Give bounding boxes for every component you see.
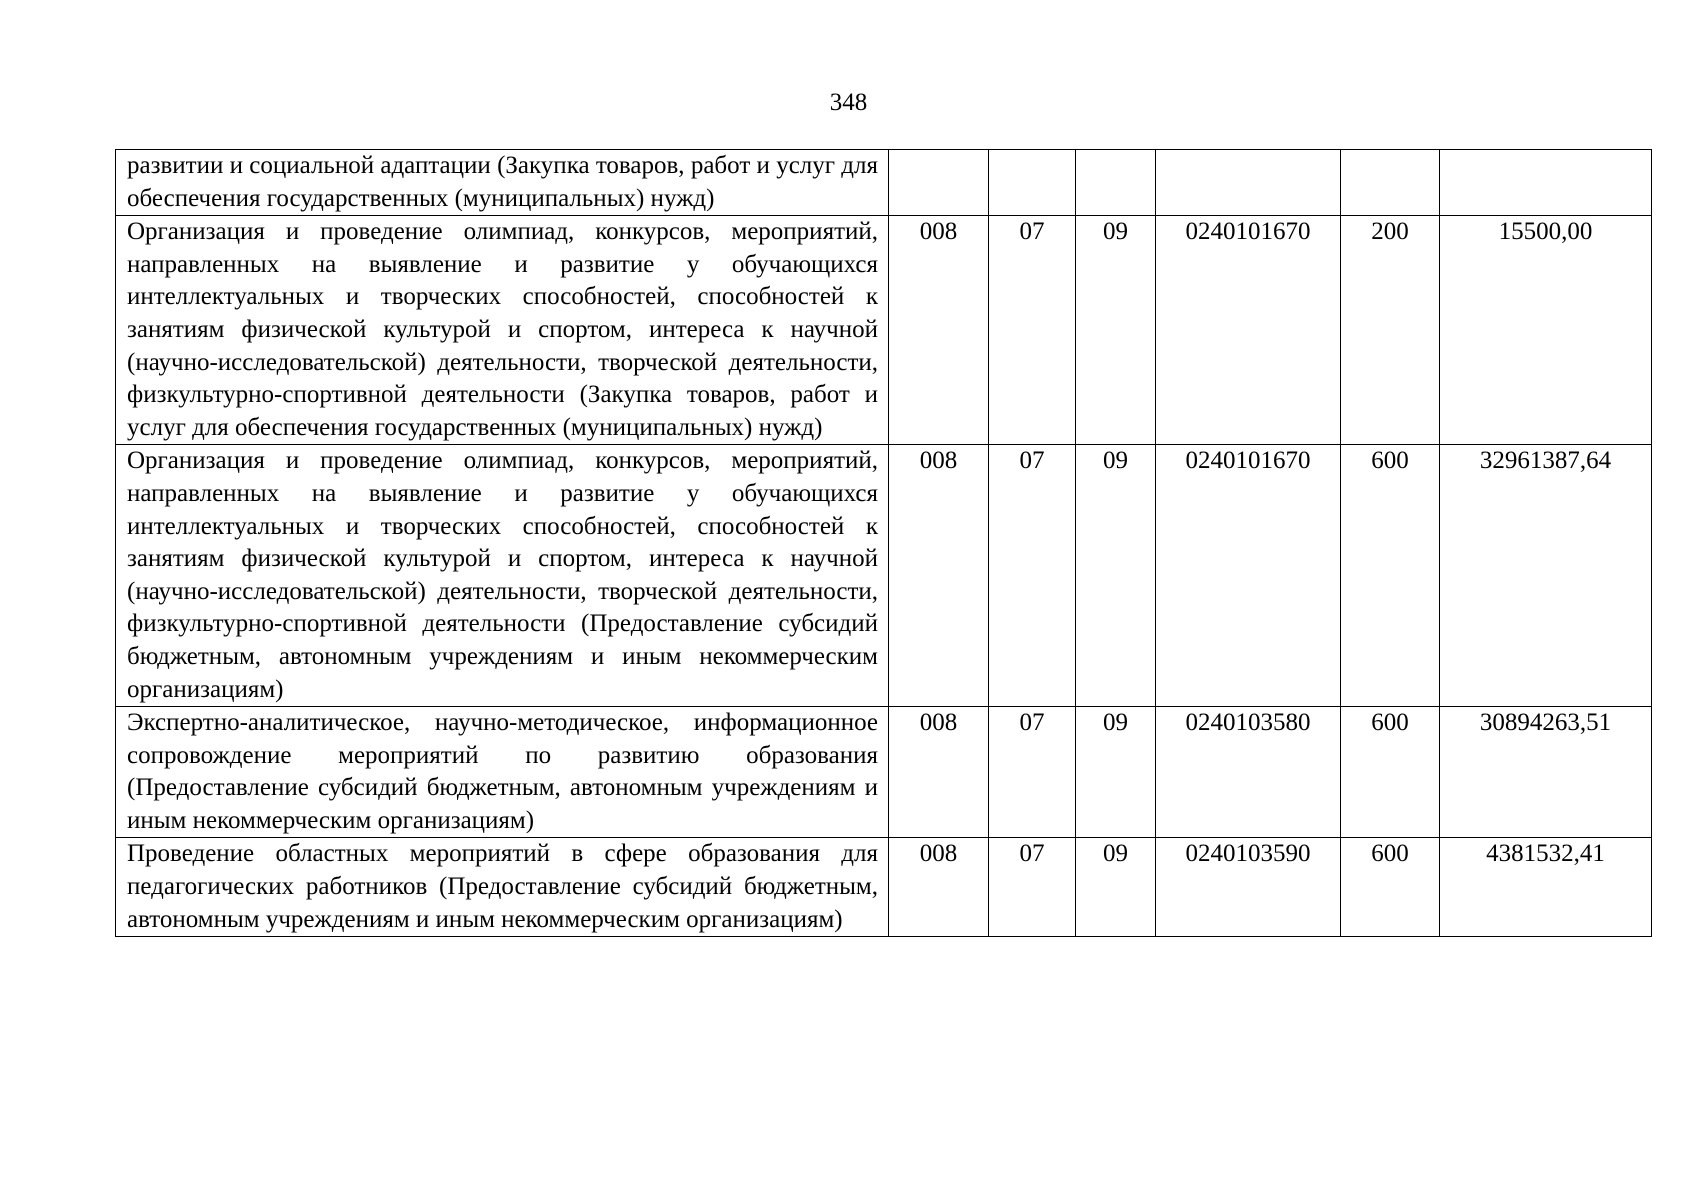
section-code: 07 [989,445,1076,707]
amount-value: 32961387,64 [1440,445,1652,707]
table-row [116,445,1652,707]
row-description: Проведение областных мероприятий в сфере образования для педагогических работников (Предоставление субсидий бюджетным, автономным учреждениям и иным некоммерческим организациям) [116,838,889,937]
ministry-code [889,150,989,216]
ministry-code: 008 [889,707,989,838]
row-description: Экспертно-аналитическое, научно-методическое, информационное сопровождение мероприятий по развитию образования (Предоставление субсидий бюджетным, автономным учреждениям и иным некоммерческим организациям) [116,707,889,838]
target-article-code: 0240103580 [1156,707,1341,838]
budget-table [115,149,1652,937]
expense-type-code: 600 [1341,445,1440,707]
target-article-code: 0240101670 [1156,216,1341,445]
target-article-code [1156,150,1341,216]
amount-value: 30894263,51 [1440,707,1652,838]
ministry-code: 008 [889,838,989,937]
section-code [989,150,1076,216]
subsection-code: 09 [1076,707,1156,838]
amount-value [1440,150,1652,216]
section-code: 07 [989,216,1076,445]
table-row [116,216,1652,445]
expense-type-code: 200 [1341,216,1440,445]
amount-value: 15500,00 [1440,216,1652,445]
subsection-code: 09 [1076,445,1156,707]
table-row [116,707,1652,838]
subsection-code [1076,150,1156,216]
ministry-code: 008 [889,445,989,707]
expense-type-code: 600 [1341,838,1440,937]
row-description: Организация и проведение олимпиад, конкурсов, мероприятий, направленных на выявление и развитие у обучающихся интеллектуальных и творческих способностей, способностей к занятиям физической культурой и спортом, интереса к научной (научно-исследовательской) деятельности, творческой деятельности, физкультурно-спортивной деятельности (Предоставление субсидий бюджетным, автономным учреждениям и иным некоммерческим организациям) [116,445,889,707]
target-article-code: 0240103590 [1156,838,1341,937]
section-code: 07 [989,838,1076,937]
expense-type-code: 600 [1341,707,1440,838]
page-number: 348 [829,89,868,116]
row-description: развитии и социальной адаптации (Закупка товаров, работ и услуг для обеспечения государственных (муниципальных) нужд) [116,150,889,216]
expense-type-code [1341,150,1440,216]
table-row [116,838,1652,937]
subsection-code: 09 [1076,838,1156,937]
target-article-code: 0240101670 [1156,445,1341,707]
row-description: Организация и проведение олимпиад, конкурсов, мероприятий, направленных на выявление и развитие у обучающихся интеллектуальных и творческих способностей, способностей к занятиям физической культурой и спортом, интереса к научной (научно-исследовательской) деятельности, творческой деятельности, физкультурно-спортивной деятельности (Закупка товаров, работ и услуг для обеспечения государственных (муниципальных) нужд) [116,216,889,445]
section-code: 07 [989,707,1076,838]
ministry-code: 008 [889,216,989,445]
table-row [116,150,1652,216]
amount-value: 4381532,41 [1440,838,1652,937]
subsection-code: 09 [1076,216,1156,445]
